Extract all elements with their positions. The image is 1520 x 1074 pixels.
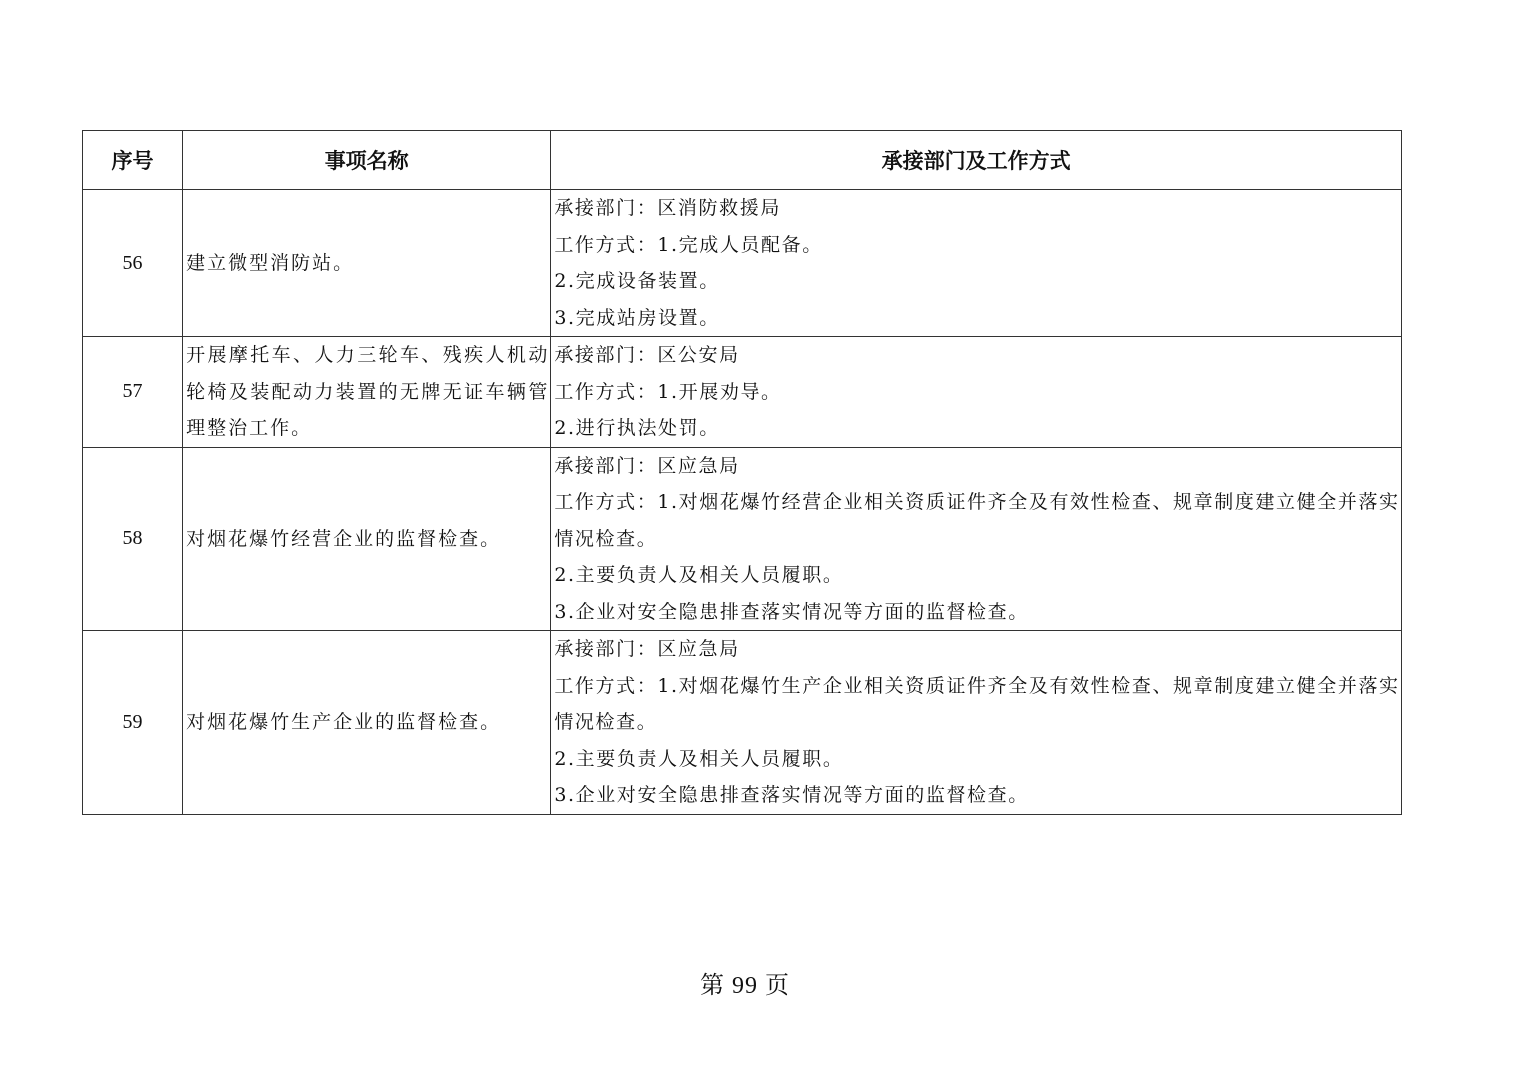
table-row (83, 190, 1402, 337)
page-number: 第 99 页 (700, 973, 790, 999)
department-line: 承接部门：区公安局 (554, 344, 740, 366)
department-line: 承接部门：区应急局 (554, 454, 740, 477)
method-line: 2.完成设备装置。 (554, 270, 720, 292)
item-name-text: 建立微型消防站。 (186, 251, 355, 274)
table-header-row (83, 131, 1402, 190)
item-name-text: 对烟花爆竹经营企业的监督检查。 (186, 527, 502, 550)
method-line: 工作方式：1.对烟花爆竹生产企业相关资质证件齐全及有效性检查、规章制度建立健全并落实情况检查。 (554, 674, 1400, 733)
row-department-method (551, 337, 1402, 448)
header-department-method: 承接部门及工作方式 (551, 131, 1402, 190)
row-item-name (183, 190, 551, 337)
method-line: 工作方式：1.完成人员配备。 (554, 233, 823, 256)
row-serial-number: 58 (83, 447, 183, 631)
method-line: 工作方式：1.对烟花爆竹经营企业相关资质证件齐全及有效性检查、规章制度建立健全并落实情况检查。 (554, 491, 1400, 550)
row-item-name (183, 337, 551, 448)
row-item-name (183, 631, 551, 815)
row-serial-number: 57 (83, 337, 183, 448)
method-line: 2.主要负责人及相关人员履职。 (554, 564, 844, 586)
table-row (83, 447, 1402, 631)
header-serial-number: 序号 (83, 131, 183, 190)
method-line: 3.企业对安全隐患排查落实情况等方面的监督检查。 (554, 784, 1029, 806)
row-department-method (551, 190, 1402, 337)
table-row (83, 631, 1402, 815)
item-name-text: 开展摩托车、人力三轮车、残疾人机动轮椅及装配动力装置的无牌无证车辆管理整治工作。 (186, 344, 550, 439)
table-row (83, 337, 1402, 448)
method-line: 3.企业对安全隐患排查落实情况等方面的监督检查。 (554, 600, 1029, 623)
method-line: 3.完成站房设置。 (554, 306, 720, 329)
row-department-method (551, 447, 1402, 631)
method-line: 2.主要负责人及相关人员履职。 (554, 747, 844, 770)
method-line: 工作方式：1.开展劝导。 (554, 380, 782, 403)
method-line: 2.进行执法处罚。 (554, 417, 720, 439)
department-line: 承接部门：区消防救援局 (554, 197, 781, 219)
items-table (82, 130, 1402, 815)
row-item-name (183, 447, 551, 631)
row-serial-number: 56 (83, 190, 183, 337)
header-item-name: 事项名称 (183, 131, 551, 190)
item-name-text: 对烟花爆竹生产企业的监督检查。 (186, 711, 502, 733)
row-department-method (551, 631, 1402, 815)
department-line: 承接部门：区应急局 (554, 638, 740, 660)
row-serial-number: 59 (83, 631, 183, 815)
